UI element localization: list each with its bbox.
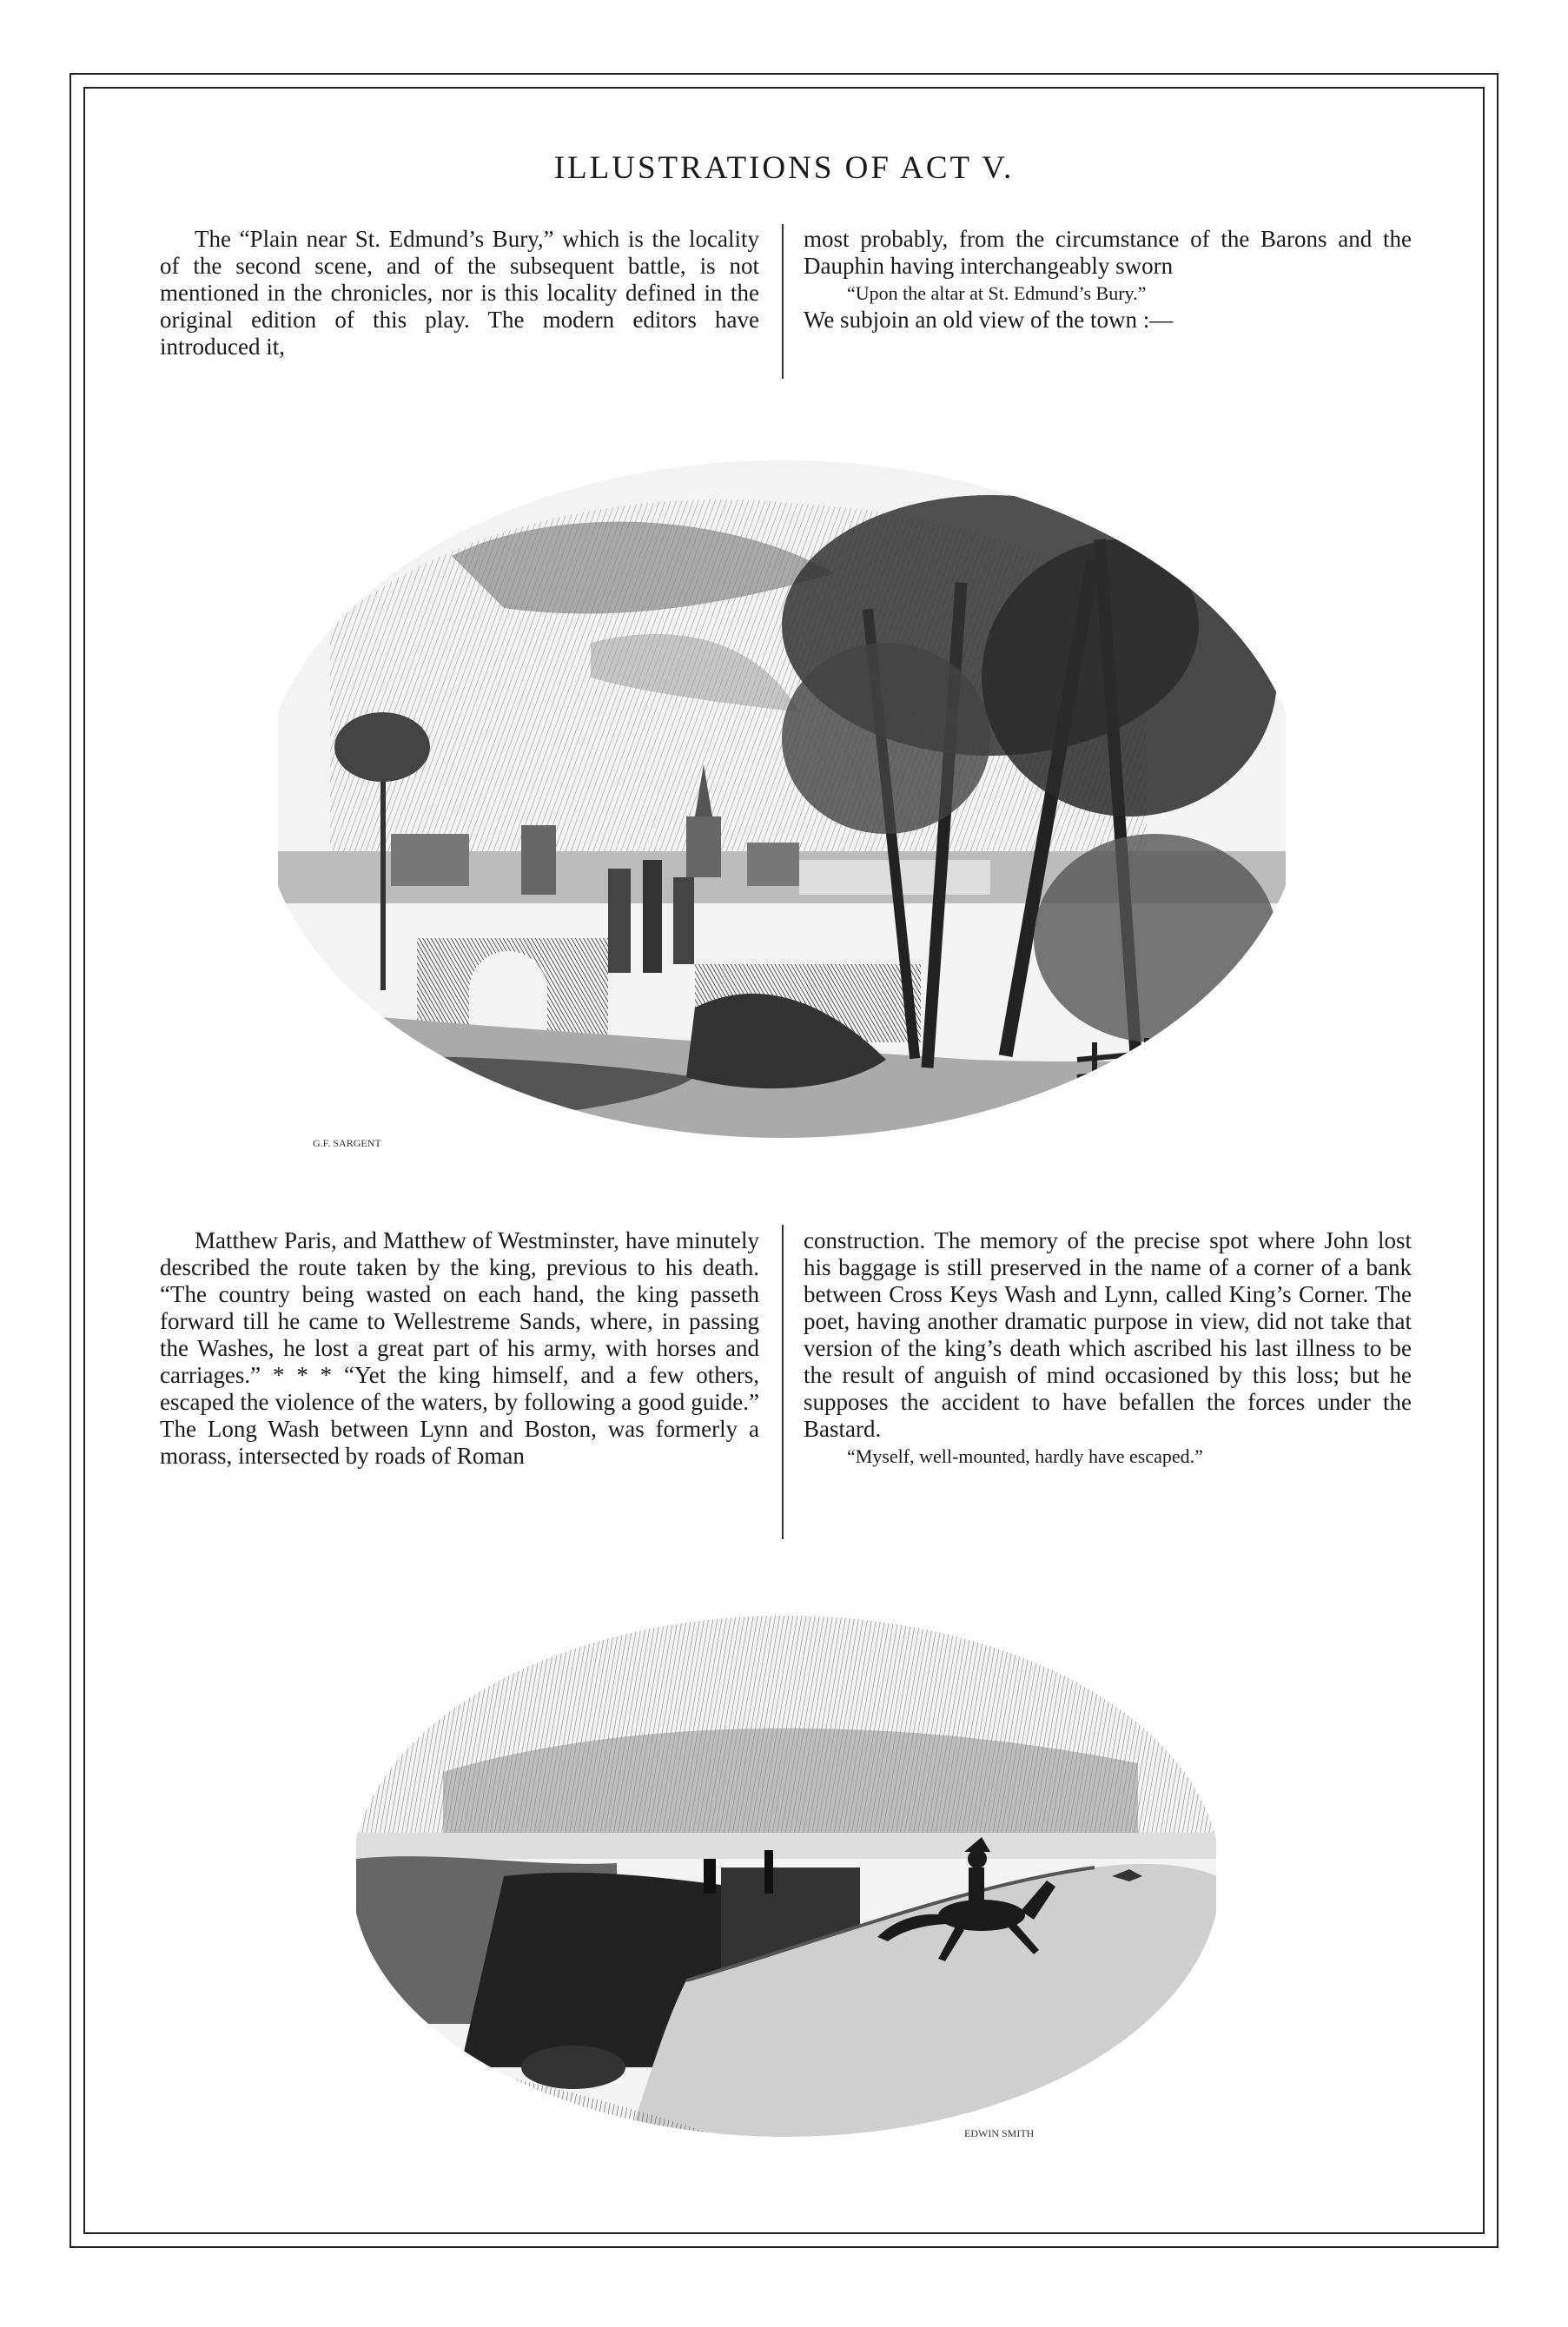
horseman-wash-engraving	[356, 1616, 1216, 2172]
column-divider-top	[782, 224, 784, 379]
top-left-column	[160, 226, 759, 360]
bottom-left-paragraph: Matthew Paris, and Matthew of Westminster, have minutely described the route taken by the king, previous to his death. “The country being wasted on each hand, the king passeth forward till he came to Wellestreme Sands, where, in passing the Washes, he lost a great part of his army, with horses and carriages.” * * * “Yet the king himself, and a few others, escaped the violence of the waters, by following a good guide.” The Long Wash between Lynn and Boston, was formerly a morass, intersected by roads of Roman	[160, 1227, 759, 1469]
top-right-paragraph: most probably, from the circumstance of the Barons and the Dauphin having interchangeably sworn	[804, 226, 1412, 279]
engraving-1-signature: G.F. SARGENT	[313, 1137, 381, 1149]
bottom-right-column	[804, 1227, 1412, 1470]
top-right-quote: “Upon the altar at St. Edmund’s Bury.”	[847, 282, 1147, 304]
top-left-paragraph: The “Plain near St. Edmund’s Bury,” which is the locality of the second scene, and of the subsequent battle, is not mentioned in the chronicles, nor is this locality defined in the original edition of this play. The modern editors have introduced it,	[160, 226, 759, 360]
bury-st-edmunds-engraving	[278, 452, 1286, 1155]
top-right-after-quote: We subjoin an old view of the town :—	[804, 307, 1174, 333]
column-divider-bottom	[782, 1225, 784, 1539]
top-right-column	[804, 226, 1412, 334]
bottom-right-quote: “Myself, well-mounted, hardly have escaped.”	[847, 1445, 1203, 1467]
horseman-wash-drawing	[356, 1616, 1216, 2172]
bury-st-edmunds-drawing	[278, 452, 1286, 1155]
page-title: ILLUSTRATIONS OF ACT V.	[553, 150, 1015, 186]
engraving-2-signature: EDWIN SMITH	[964, 2127, 1035, 2139]
bottom-right-paragraph: construction. The memory of the precise spot where John lost his baggage is still preserved in the name of a corner of a bank between Cross Keys Wash and Lynn, called King’s Corner. The poet, having another dramatic purpose in view, did not take that version of the king’s death which ascribed his last illness to be the result of anguish of mind occasioned by this loss; but he supposes the accident to have befallen the forces under the Bastard.	[804, 1227, 1412, 1442]
bottom-left-column	[160, 1227, 759, 1470]
